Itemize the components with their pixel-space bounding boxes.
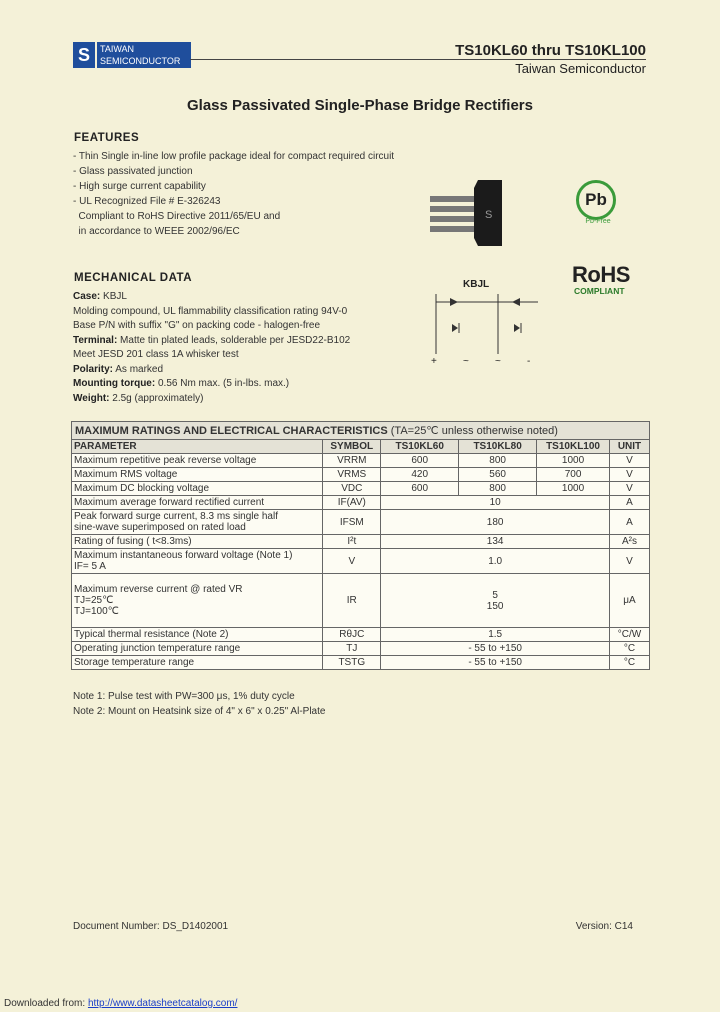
row-param bbox=[72, 510, 323, 535]
pb-free-label: Pb-Free bbox=[585, 218, 611, 225]
feature-item: - High surge current capability bbox=[73, 181, 206, 192]
header-rule bbox=[190, 59, 646, 60]
row-value bbox=[381, 574, 610, 628]
row-param: Operating junction temperature range bbox=[72, 642, 323, 656]
row-param-line2: TJ=25℃ bbox=[74, 595, 114, 606]
row-param-line2: sine-wave superimposed on rated load bbox=[74, 522, 246, 533]
header-unit: UNIT bbox=[610, 440, 650, 454]
row-unit: A bbox=[610, 496, 650, 510]
row-unit: μA bbox=[610, 574, 650, 628]
row-param: Maximum DC blocking voltage bbox=[72, 482, 323, 496]
table-row bbox=[72, 510, 650, 535]
table-row bbox=[72, 642, 650, 656]
arrow-right bbox=[512, 298, 520, 306]
header-symbol: SYMBOL bbox=[323, 440, 381, 454]
torque-line bbox=[73, 377, 433, 392]
molding-line: Molding compound, UL flammability classification rating 94V-0 bbox=[73, 305, 348, 317]
row-param: Maximum RMS voltage bbox=[72, 468, 323, 482]
feature-item: - UL Recognized File # E-326243 bbox=[73, 196, 221, 207]
package-label: KBJL bbox=[463, 279, 490, 290]
diode-1 bbox=[452, 324, 458, 332]
pin-ac1: ~ bbox=[463, 356, 469, 367]
table-title bbox=[72, 422, 650, 440]
row-symbol: TJ bbox=[323, 642, 381, 656]
lead-3 bbox=[430, 216, 478, 222]
document-number: Document Number: DS_D1402001 bbox=[73, 921, 229, 932]
row-unit: V bbox=[610, 549, 650, 574]
header-parameter: PARAMETER bbox=[72, 440, 323, 454]
row-param-line1: Maximum reverse current @ rated VR bbox=[74, 584, 243, 595]
row-v1: 420 bbox=[381, 468, 459, 482]
arrow-left bbox=[450, 298, 458, 306]
table-row bbox=[72, 574, 650, 628]
row-symbol: I²t bbox=[323, 535, 381, 549]
header-ts10kl100: TS10KL100 bbox=[537, 440, 610, 454]
header-ts10kl60: TS10KL60 bbox=[381, 440, 459, 454]
row-value: 1.0 bbox=[381, 549, 610, 574]
polarity-label: Polarity: bbox=[73, 363, 114, 375]
logo-text bbox=[97, 42, 191, 68]
row-param: Maximum average forward rectified current bbox=[72, 496, 323, 510]
table-row bbox=[72, 656, 650, 670]
table-row bbox=[72, 535, 650, 549]
rohs-icon: RoHS bbox=[572, 262, 630, 287]
row-value-2: 150 bbox=[486, 600, 504, 612]
row-param bbox=[72, 574, 323, 628]
mechanical-heading: MECHANICAL DATA bbox=[74, 272, 193, 284]
row-value: - 55 to +150 bbox=[381, 656, 610, 670]
row-symbol: IFSM bbox=[323, 510, 381, 535]
row-value: - 55 to +150 bbox=[381, 642, 610, 656]
polarity-line bbox=[73, 363, 433, 378]
version: Version: C14 bbox=[575, 921, 633, 932]
row-value-1: 5 bbox=[492, 589, 498, 601]
terminal-value: Matte tin plated leads, solderable per JESD22-B102 bbox=[117, 334, 351, 346]
features-list bbox=[73, 149, 403, 239]
page-title: Glass Passivated Single-Phase Bridge Rectifiers bbox=[187, 97, 533, 114]
torque-value: 0.56 Nm max. (5 in-lbs. max.) bbox=[155, 378, 290, 389]
row-unit: V bbox=[610, 468, 650, 482]
company-logo bbox=[73, 42, 191, 68]
lead-4 bbox=[430, 226, 478, 232]
terminal-label: Terminal: bbox=[73, 334, 118, 346]
row-v1: 600 bbox=[381, 482, 459, 496]
row-v3: 1000 bbox=[537, 482, 610, 496]
row-unit: V bbox=[610, 482, 650, 496]
ratings-table bbox=[71, 421, 650, 670]
row-symbol: IR bbox=[323, 574, 381, 628]
company-name: Taiwan Semiconductor bbox=[515, 61, 646, 76]
row-param bbox=[72, 549, 323, 574]
row-param-line2: IF= 5 A bbox=[74, 561, 106, 572]
table-row bbox=[72, 482, 650, 496]
pb-text: Pb bbox=[585, 190, 607, 209]
row-unit: A bbox=[610, 510, 650, 535]
row-param: Storage temperature range bbox=[72, 656, 323, 670]
table-title-row bbox=[72, 422, 650, 440]
case-label: Case: bbox=[73, 291, 101, 302]
polarity-value: As marked bbox=[113, 363, 164, 375]
feature-item: Compliant to RoHS Directive 2011/65/EU and bbox=[73, 211, 281, 222]
row-unit: °C bbox=[610, 656, 650, 670]
row-symbol: RθJC bbox=[323, 628, 381, 642]
rohs-compliant: COMPLIANT bbox=[574, 286, 625, 296]
features-heading: FEATURES bbox=[74, 132, 140, 144]
table-title-cond: (TA=25℃ unless otherwise noted) bbox=[390, 425, 558, 437]
weight-line bbox=[73, 392, 433, 407]
note-1: Note 1: Pulse test with PW=300 μs, 1% duty cycle bbox=[73, 691, 295, 702]
table-row bbox=[72, 496, 650, 510]
row-v3: 700 bbox=[537, 468, 610, 482]
diode-2 bbox=[514, 324, 520, 332]
jesd-line: Meet JESD 201 class 1A whisker test bbox=[73, 349, 239, 360]
mechanical-data bbox=[73, 290, 433, 406]
torque-label: Mounting torque: bbox=[73, 378, 156, 389]
package-image bbox=[430, 178, 530, 248]
row-symbol: VDC bbox=[323, 482, 381, 496]
row-v2: 560 bbox=[459, 468, 537, 482]
row-v1: 600 bbox=[381, 454, 459, 468]
row-param: Typical thermal resistance (Note 2) bbox=[72, 628, 323, 642]
feature-item: - Thin Single in-line low profile package ideal for compact required circuit bbox=[73, 151, 395, 162]
row-symbol: VRMS bbox=[323, 468, 381, 482]
feature-item: in accordance to WEEE 2002/96/EC bbox=[73, 226, 240, 237]
row-unit: A²s bbox=[610, 535, 650, 549]
pin-minus: - bbox=[527, 356, 531, 367]
table-row bbox=[72, 628, 650, 642]
download-link[interactable]: http://www.datasheetcatalog.com/ bbox=[87, 998, 238, 1009]
lead-1 bbox=[430, 196, 478, 202]
row-v2: 800 bbox=[459, 482, 537, 496]
table-row bbox=[72, 549, 650, 574]
row-value: 1.5 bbox=[381, 628, 610, 642]
dimension-diagram bbox=[428, 292, 543, 368]
table-row bbox=[72, 454, 650, 468]
case-value: KBJL bbox=[100, 291, 127, 302]
pb-free-icon bbox=[576, 180, 616, 220]
part-number: TS10KL60 thru TS10KL100 bbox=[455, 42, 646, 59]
download-source bbox=[4, 998, 237, 1009]
terminal-line bbox=[73, 334, 433, 349]
pin-ac2: ~ bbox=[495, 356, 501, 367]
table-header-row bbox=[72, 440, 650, 454]
row-symbol: V bbox=[323, 549, 381, 574]
row-v3: 1000 bbox=[537, 454, 610, 468]
logo-line2: SEMICONDUCTOR bbox=[100, 56, 181, 66]
table-row bbox=[72, 468, 650, 482]
case-line bbox=[73, 290, 433, 305]
row-param-line1: Maximum instantaneous forward voltage (Note 1) bbox=[74, 550, 293, 561]
row-symbol: VRRM bbox=[323, 454, 381, 468]
feature-item: - Glass passivated junction bbox=[73, 166, 193, 177]
table-title-text: MAXIMUM RATINGS AND ELECTRICAL CHARACTERISTICS bbox=[75, 425, 388, 437]
logo-mark: S bbox=[73, 42, 95, 68]
row-v2: 800 bbox=[459, 454, 537, 468]
weight-value: 2.5g (approximately) bbox=[109, 392, 204, 404]
row-unit: V bbox=[610, 454, 650, 468]
row-param-line3: TJ=100℃ bbox=[74, 606, 119, 617]
logo-line1: TAIWAN bbox=[100, 44, 134, 54]
lead-2 bbox=[430, 206, 478, 212]
row-symbol: TSTG bbox=[323, 656, 381, 670]
download-label: Downloaded from: bbox=[4, 998, 88, 1009]
row-value: 134 bbox=[381, 535, 610, 549]
row-param: Rating of fusing ( t<8.3ms) bbox=[72, 535, 323, 549]
row-unit: °C bbox=[610, 642, 650, 656]
row-param-line1: Peak forward surge current, 8.3 ms single half bbox=[74, 511, 278, 522]
row-param: Maximum repetitive peak reverse voltage bbox=[72, 454, 323, 468]
base-line: Base P/N with suffix "G" on packing code - halogen-free bbox=[73, 320, 321, 331]
package-mark: S bbox=[485, 209, 493, 221]
row-symbol: IF(AV) bbox=[323, 496, 381, 510]
header-ts10kl80: TS10KL80 bbox=[459, 440, 537, 454]
pin-plus: + bbox=[431, 356, 437, 367]
row-value: 180 bbox=[381, 510, 610, 535]
row-unit: °C/W bbox=[610, 628, 650, 642]
note-2: Note 2: Mount on Heatsink size of 4" x 6" x 0.25" Al-Plate bbox=[73, 706, 326, 717]
weight-label: Weight: bbox=[73, 392, 110, 404]
row-value: 10 bbox=[381, 496, 610, 510]
